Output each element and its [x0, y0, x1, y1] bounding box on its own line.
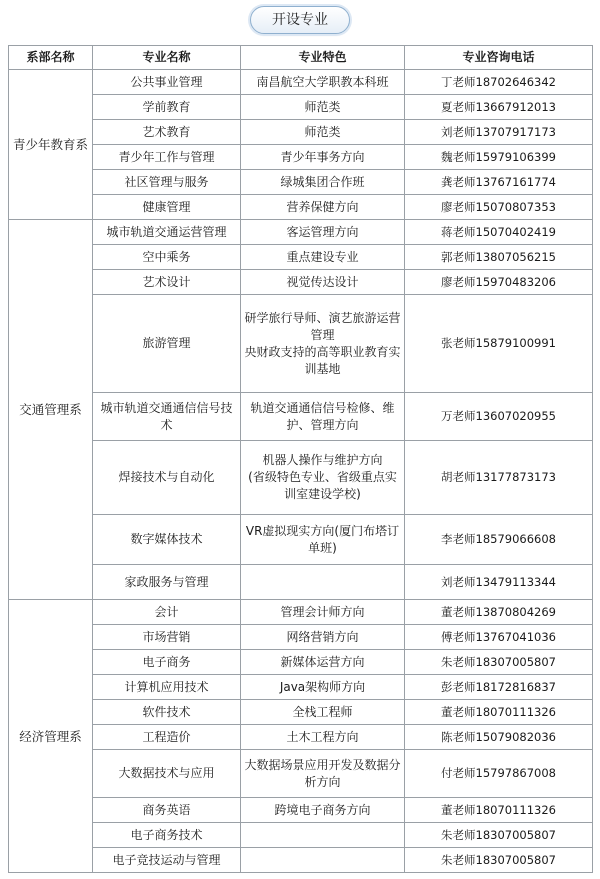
- contact-cell: 朱老师18307005807: [405, 823, 593, 848]
- header-department: 系部名称: [9, 46, 93, 70]
- feature-cell: 跨境电子商务方向: [241, 798, 405, 823]
- table-row: [9, 798, 593, 823]
- feature-cell: Java架构师方向: [241, 675, 405, 700]
- feature-cell: 机器人操作与维护方向 (省级特色专业、省级重点实训室建设学校): [241, 441, 405, 515]
- feature-cell: 营养保健方向: [241, 195, 405, 220]
- department-cell: 经济管理系: [9, 600, 93, 873]
- feature-cell: 重点建设专业: [241, 245, 405, 270]
- department-cell: 交通管理系: [9, 220, 93, 600]
- table-row: [9, 441, 593, 515]
- major-cell: 工程造价: [93, 725, 241, 750]
- table-row: [9, 145, 593, 170]
- major-cell: 计算机应用技术: [93, 675, 241, 700]
- major-cell: 商务英语: [93, 798, 241, 823]
- contact-cell: 董老师18070111326: [405, 700, 593, 725]
- contact-cell: 魏老师15979106399: [405, 145, 593, 170]
- table-row: [9, 393, 593, 441]
- major-cell: 电子商务技术: [93, 823, 241, 848]
- major-cell: 软件技术: [93, 700, 241, 725]
- major-cell: 市场营销: [93, 625, 241, 650]
- contact-cell: 刘老师13479113344: [405, 565, 593, 600]
- header-feature: 专业特色: [241, 46, 405, 70]
- feature-cell: [241, 848, 405, 873]
- contact-cell: 廖老师15970483206: [405, 270, 593, 295]
- contact-cell: 董老师13870804269: [405, 600, 593, 625]
- feature-cell: 全栈工程师: [241, 700, 405, 725]
- table-row: [9, 195, 593, 220]
- table-row: [9, 600, 593, 625]
- contact-cell: 龚老师13767161774: [405, 170, 593, 195]
- contact-cell: 李老师18579066608: [405, 515, 593, 565]
- table-row: [9, 625, 593, 650]
- open-majors-tab[interactable]: 开设专业: [250, 6, 350, 34]
- contact-cell: 郭老师13807056215: [405, 245, 593, 270]
- major-cell: 空中乘务: [93, 245, 241, 270]
- table-row: [9, 70, 593, 95]
- table-row: [9, 650, 593, 675]
- major-cell: 公共事业管理: [93, 70, 241, 95]
- contact-cell: 刘老师13707917173: [405, 120, 593, 145]
- major-cell: 会计: [93, 600, 241, 625]
- major-cell: 电子竞技运动与管理: [93, 848, 241, 873]
- major-cell: 焊接技术与自动化: [93, 441, 241, 515]
- table-row: [9, 245, 593, 270]
- contact-cell: 张老师15879100991: [405, 295, 593, 393]
- major-cell: 城市轨道交通运营管理: [93, 220, 241, 245]
- table-row: [9, 515, 593, 565]
- feature-cell: 网络营销方向: [241, 625, 405, 650]
- major-cell: 艺术教育: [93, 120, 241, 145]
- table-row: [9, 750, 593, 798]
- table-body: [9, 70, 593, 873]
- contact-cell: 彭老师18172816837: [405, 675, 593, 700]
- feature-cell: 大数据场景应用开发及数据分析方向: [241, 750, 405, 798]
- table-row: [9, 565, 593, 600]
- contact-cell: 朱老师18307005807: [405, 650, 593, 675]
- table-row: [9, 120, 593, 145]
- contact-cell: 陈老师15079082036: [405, 725, 593, 750]
- major-cell: 健康管理: [93, 195, 241, 220]
- feature-cell: 师范类: [241, 120, 405, 145]
- feature-cell: 南昌航空大学职教本科班: [241, 70, 405, 95]
- table-row: [9, 270, 593, 295]
- feature-cell: 新媒体运营方向: [241, 650, 405, 675]
- feature-cell: 绿城集团合作班: [241, 170, 405, 195]
- header-contact: 专业咨询电话: [405, 46, 593, 70]
- table-row: [9, 675, 593, 700]
- feature-cell: [241, 565, 405, 600]
- table-row: [9, 95, 593, 120]
- feature-cell: VR虚拟现实方向(厦门布塔订单班): [241, 515, 405, 565]
- table-row: [9, 848, 593, 873]
- major-cell: 艺术设计: [93, 270, 241, 295]
- feature-cell: 土木工程方向: [241, 725, 405, 750]
- feature-cell: 客运管理方向: [241, 220, 405, 245]
- table-header-row: [9, 46, 593, 70]
- department-cell: 青少年教育系: [9, 70, 93, 220]
- contact-cell: 付老师15797867008: [405, 750, 593, 798]
- contact-cell: 丁老师18702646342: [405, 70, 593, 95]
- table-row: [9, 823, 593, 848]
- contact-cell: 夏老师13667912013: [405, 95, 593, 120]
- table-row: [9, 170, 593, 195]
- contact-cell: 朱老师18307005807: [405, 848, 593, 873]
- table-row: [9, 700, 593, 725]
- major-cell: 大数据技术与应用: [93, 750, 241, 798]
- contact-cell: 廖老师15070807353: [405, 195, 593, 220]
- major-cell: 数字媒体技术: [93, 515, 241, 565]
- contact-cell: 万老师13607020955: [405, 393, 593, 441]
- feature-cell: 青少年事务方向: [241, 145, 405, 170]
- major-cell: 城市轨道交通通信信号技术: [93, 393, 241, 441]
- feature-cell: 轨道交通通信信号检修、维护、管理方向: [241, 393, 405, 441]
- feature-cell: [241, 823, 405, 848]
- title-area: [0, 0, 600, 44]
- table-row: [9, 725, 593, 750]
- major-cell: 电子商务: [93, 650, 241, 675]
- major-cell: 青少年工作与管理: [93, 145, 241, 170]
- feature-cell: 视觉传达设计: [241, 270, 405, 295]
- major-cell: 旅游管理: [93, 295, 241, 393]
- major-cell: 社区管理与服务: [93, 170, 241, 195]
- major-cell: 家政服务与管理: [93, 565, 241, 600]
- major-cell: 学前教育: [93, 95, 241, 120]
- contact-cell: 胡老师13177873173: [405, 441, 593, 515]
- feature-cell: 管理会计师方向: [241, 600, 405, 625]
- feature-cell: 师范类: [241, 95, 405, 120]
- header-major: 专业名称: [93, 46, 241, 70]
- contact-cell: 董老师18070111326: [405, 798, 593, 823]
- table-row: [9, 220, 593, 245]
- contact-cell: 傅老师13767041036: [405, 625, 593, 650]
- contact-cell: 蒋老师15070402419: [405, 220, 593, 245]
- feature-cell: 研学旅行导师、演艺旅游运营管理 央财政支持的高等职业教育实训基地: [241, 295, 405, 393]
- table-row: [9, 295, 593, 393]
- majors-table: [8, 45, 593, 873]
